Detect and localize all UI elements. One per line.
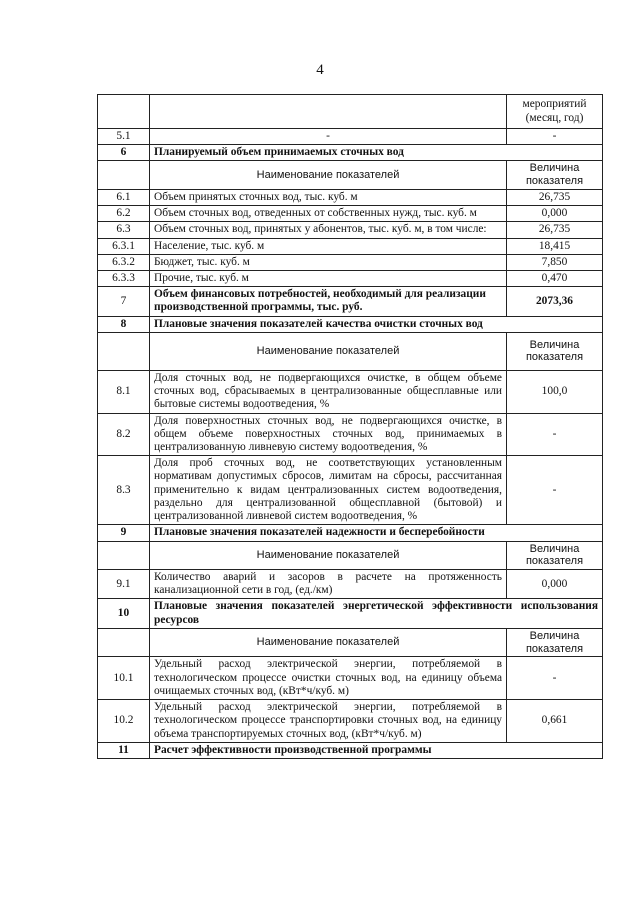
num-cell: 6.2 bbox=[98, 206, 150, 222]
num-cell bbox=[98, 95, 150, 129]
section-row bbox=[98, 316, 603, 332]
num-cell: 6.3 bbox=[98, 222, 150, 238]
section-row bbox=[98, 742, 603, 758]
name-cell: Доля проб сточных вод, не соответствующих установленным нормативам допустимых сбросов, лимитам на сбросы, рассчитанная применительно к видам централизованных систем водоотведения, раздельно для централизованной общесплавной (бытовой) и централизованной ливневой систем водоотведения, % bbox=[150, 456, 507, 525]
table-row bbox=[98, 189, 603, 205]
table-row bbox=[98, 456, 603, 525]
value-cell: 18,415 bbox=[507, 238, 603, 254]
section-title: Плановые значения показателей качества очистки сточных вод bbox=[150, 316, 603, 332]
header-row bbox=[98, 628, 603, 657]
table-row bbox=[98, 222, 603, 238]
value-cell: 2073,36 bbox=[507, 287, 603, 316]
num-cell: 10.2 bbox=[98, 700, 150, 743]
name-header: Наименование показателей bbox=[150, 332, 507, 370]
num-cell bbox=[98, 161, 150, 190]
num-cell: 6.1 bbox=[98, 189, 150, 205]
value-header: Величина показателя bbox=[507, 161, 603, 190]
section-num: 9 bbox=[98, 525, 150, 541]
section-row bbox=[98, 145, 603, 161]
value-cell: мероприятий (месяц, год) bbox=[507, 95, 603, 129]
value-cell: - bbox=[507, 657, 603, 700]
value-cell: 7,850 bbox=[507, 254, 603, 270]
name-cell: Бюджет, тыс. куб. м bbox=[150, 254, 507, 270]
section-title: Плановые значения показателей надежности и бесперебойности bbox=[150, 525, 603, 541]
section-title: Планируемый объем принимаемых сточных вод bbox=[150, 145, 603, 161]
num-cell: 8.1 bbox=[98, 370, 150, 413]
page-number: 4 bbox=[316, 62, 324, 78]
value-cell: 0,000 bbox=[507, 206, 603, 222]
value-cell: - bbox=[507, 129, 603, 145]
table-row bbox=[98, 271, 603, 287]
table-row bbox=[98, 657, 603, 700]
num-cell: 8.2 bbox=[98, 413, 150, 456]
name-cell: Доля сточных вод, не подвергающихся очистке, в общем объеме сточных вод, сбрасываемых в централизованные общесплавные или бытовые системы водоотведения, % bbox=[150, 370, 507, 413]
num-cell bbox=[98, 541, 150, 570]
section-row bbox=[98, 599, 603, 628]
value-cell: - bbox=[507, 413, 603, 456]
num-cell: 6.3.1 bbox=[98, 238, 150, 254]
value-cell: - bbox=[507, 456, 603, 525]
table-row bbox=[98, 700, 603, 743]
name-cell bbox=[150, 95, 507, 129]
name-cell: Объем принятых сточных вод, тыс. куб. м bbox=[150, 189, 507, 205]
table-row bbox=[98, 287, 603, 316]
num-cell: 5.1 bbox=[98, 129, 150, 145]
value-cell: 26,735 bbox=[507, 189, 603, 205]
table-row bbox=[98, 95, 603, 129]
section-num: 11 bbox=[98, 742, 150, 758]
table-row bbox=[98, 370, 603, 413]
table-row bbox=[98, 206, 603, 222]
section-num: 8 bbox=[98, 316, 150, 332]
section-title: Плановые значения показателей энергетической эффективности использования ресурсов bbox=[150, 599, 603, 628]
section-num: 6 bbox=[98, 145, 150, 161]
header-row bbox=[98, 332, 603, 370]
value-cell: 100,0 bbox=[507, 370, 603, 413]
table-row bbox=[98, 254, 603, 270]
name-header: Наименование показателей bbox=[150, 161, 507, 190]
num-cell bbox=[98, 332, 150, 370]
name-header: Наименование показателей bbox=[150, 541, 507, 570]
num-cell bbox=[98, 628, 150, 657]
name-header: Наименование показателей bbox=[150, 628, 507, 657]
name-cell: - bbox=[150, 129, 507, 145]
value-cell: 26,735 bbox=[507, 222, 603, 238]
num-cell: 6.3.3 bbox=[98, 271, 150, 287]
num-cell: 7 bbox=[98, 287, 150, 316]
table-row bbox=[98, 413, 603, 456]
header-row bbox=[98, 541, 603, 570]
name-cell: Количество аварий и засоров в расчете на протяженность канализационной сети в год, (ед./км) bbox=[150, 570, 507, 599]
num-cell: 9.1 bbox=[98, 570, 150, 599]
name-cell: Прочие, тыс. куб. м bbox=[150, 271, 507, 287]
name-cell: Объем сточных вод, отведенных от собственных нужд, тыс. куб. м bbox=[150, 206, 507, 222]
section-title: Расчет эффективности производственной программы bbox=[150, 742, 603, 758]
header-row bbox=[98, 161, 603, 190]
num-cell: 6.3.2 bbox=[98, 254, 150, 270]
value-header: Величина показателя bbox=[507, 332, 603, 370]
num-cell: 8.3 bbox=[98, 456, 150, 525]
name-cell: Объем финансовых потребностей, необходимый для реализации производственной программы, тыс. руб. bbox=[150, 287, 507, 316]
section-row bbox=[98, 525, 603, 541]
num-cell: 10.1 bbox=[98, 657, 150, 700]
value-cell: 0,661 bbox=[507, 700, 603, 743]
table-row bbox=[98, 570, 603, 599]
section-num: 10 bbox=[98, 599, 150, 628]
table-row bbox=[98, 129, 603, 145]
name-cell: Удельный расход электрической энергии, потребляемой в технологическом процессе очистки сточных вод, на единицу объема очищаемых сточных вод, (кВт*ч/куб. м) bbox=[150, 657, 507, 700]
name-cell: Удельный расход электрической энергии, потребляемой в технологическом процессе транспортировки сточных вод, на единицу объема транспортируемых сточных вод, (кВт*ч/куб. м) bbox=[150, 700, 507, 743]
name-cell: Население, тыс. куб. м bbox=[150, 238, 507, 254]
table-row bbox=[98, 238, 603, 254]
value-header: Величина показателя bbox=[507, 628, 603, 657]
name-cell: Доля поверхностных сточных вод, не подвергающихся очистке, в общем объеме поверхностных сточных вод, принимаемых в централизованную ливневую систему водоотведения, % bbox=[150, 413, 507, 456]
name-cell: Объем сточных вод, принятых у абонентов, тыс. куб. м, в том числе: bbox=[150, 222, 507, 238]
program-table bbox=[97, 94, 603, 759]
value-cell: 0,470 bbox=[507, 271, 603, 287]
value-cell: 0,000 bbox=[507, 570, 603, 599]
value-header: Величина показателя bbox=[507, 541, 603, 570]
